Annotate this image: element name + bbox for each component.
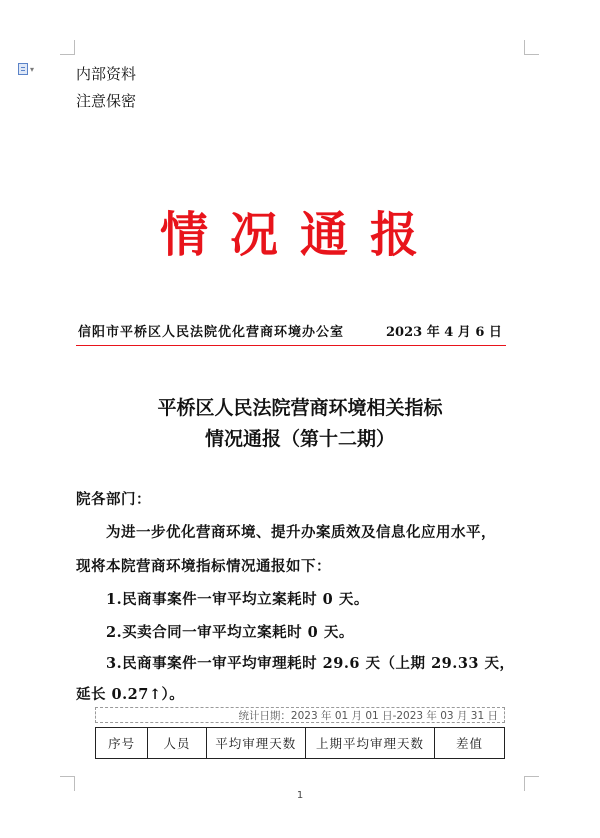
item-3-line-1: 3.民商事案件一审平均审理耗时 29.6 天（上期 29.33 天， xyxy=(106,655,515,672)
stat-date-box xyxy=(95,707,505,723)
document-title-line2: 情况通报（第十二期） xyxy=(204,428,395,450)
confidential-label-2: 注意保密 xyxy=(76,92,137,110)
crop-mark-top-right xyxy=(524,40,539,55)
word-document-icon xyxy=(18,63,28,75)
col-header-prev-avg-days: 上期平均审理天数 xyxy=(306,728,435,759)
item-2: 2.买卖合同一审平均立案耗时 0 天。 xyxy=(106,624,354,641)
crop-mark-bottom-left xyxy=(60,776,75,791)
confidential-label-1: 内部资料 xyxy=(76,65,137,83)
intro-line-2: 现将本院营商环境指标情况通报如下： xyxy=(76,558,331,575)
document-object-icon[interactable] xyxy=(18,62,48,76)
item-3-line-2: 延长 0.27↑）。 xyxy=(76,686,185,703)
stats-table xyxy=(95,727,505,759)
issue-date: 2023 年 4 月 6 日 xyxy=(386,325,502,340)
document-title-line1: 平桥区人民法院营商环境相关指标 xyxy=(157,397,443,419)
intro-line-1: 为进一步优化营商环境、提升办案质效及信息化应用水平， xyxy=(106,524,496,541)
masthead-title: 情况通报 xyxy=(159,207,440,263)
col-header-index: 序号 xyxy=(96,728,148,759)
crop-mark-bottom-right xyxy=(524,776,539,791)
col-header-diff: 差值 xyxy=(434,728,504,759)
red-divider xyxy=(76,345,506,346)
col-header-person: 人员 xyxy=(148,728,206,759)
crop-mark-top-left xyxy=(60,40,75,55)
table-header-row xyxy=(96,728,505,759)
chevron-down-icon[interactable]: ▾ xyxy=(30,64,35,74)
issuer-office: 信阳市平桥区人民法院优化营商环境办公室 xyxy=(78,325,345,340)
page-number: 1 xyxy=(296,790,304,801)
col-header-avg-days: 平均审理天数 xyxy=(206,728,305,759)
salutation: 院各部门： xyxy=(76,491,151,508)
item-1: 1.民商事案件一审平均立案耗时 0 天。 xyxy=(106,591,369,608)
stat-date-range: 统计日期：2023 年 01 月 01 日-2023 年 03 月 31 日 xyxy=(238,710,498,722)
